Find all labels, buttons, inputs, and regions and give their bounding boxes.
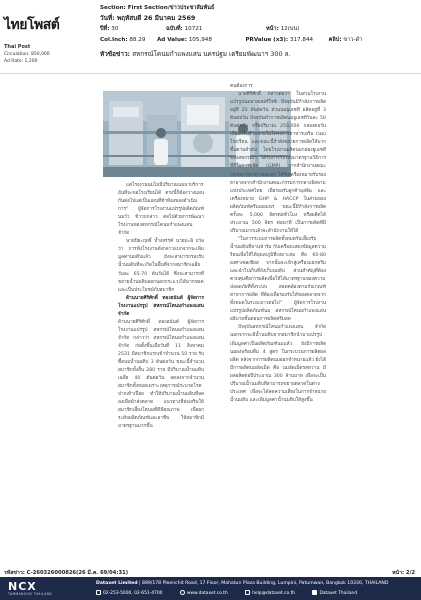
article-column-left [118, 182, 204, 431]
article-column-right [230, 83, 326, 405]
clipping-header [0, 0, 421, 74]
company-address [96, 581, 388, 586]
date-line [100, 13, 195, 23]
email-link[interactable]: help@dataxet.co.th [252, 591, 296, 596]
company-name: Dataxet Limited [96, 581, 138, 586]
section-text: Section: First Section/ข่าวประชาสัมพันธ์ [100, 5, 215, 11]
clip-label: คลิป: [328, 37, 342, 43]
article-paragraph: นายปิยะฤทธิ์ บ้ำงสรรค์ นายมะลิ ถวัล ว่า การฟังโรงงานดังกล่าวแบกจากจะเพิ่มมูลค่านมดิบแล้ว ยังจะสามารถรองรับน้ำนมดิบที่จะเกิดในพื้นที่จากสมาชิกเฉลี่ยวันละ 65-70 ตันวันได้ ซึ่งจะสามารถที่ขยายน้ำนมดิบออกนอกกระแวงได้มากขอดและเป็นประโยชน์กับสมาชิก [118, 239, 204, 293]
contact-row [96, 590, 373, 596]
adv-label: Ad Value: [156, 37, 187, 43]
issue-line [100, 25, 299, 33]
article-paragraph: ด้านนายศิริศักดิ์ ทองอนันต์ ผู้จัดการโรงงานแปรรูป สหกรณ์โคนมกำแพงแสน จำกัด กล่าวว่า สหกรณ์โคนมกำแพงแสน จำกัด ก่อตั้งขึ้นเมื่อวันที่ 11 สิงหาคม 2531 มีสมาชิกแรกเข้าจำนวน 50 ราย รับซื้อนมน้ำนมดิบ 3 ตันต่อวัน ขณะนี้จำนวนสมาชิกทั้งสิ้น 280 ราย มีปริมาณน้ำนมดิบเฉลี่ย 40 ตันต่อวัน ลดลงจากจำนวนสมาชิกทั้งหมดเพราะเหตุการณ์ระบาดโรคปากเท้าเปื่อย ทำให้ปริมาณน้ำนมดิบที่ลดลงเพื่อนำส่งตลาด แนวทางที่ส่งเสริมให้สมาชิกเลี้ยงโคนมที่ดีมีคุณภาพ เพื่อยกระดับผลิตภัณฑ์และอาชีพ ให้สมาชิกมีมาตรฐานมากขึ้น [118, 319, 204, 430]
ref-label: รหัสข่าว: [4, 570, 25, 576]
article-paragraph: ปัจจุบันสหกรณ์โคนมกำแพงแสน จำกัด นอกจากจะมีน้ำนมดิบจากสมาชิกนำมาแปรรูปเพิ่มมูลค่าเป็นผลิตภัณฑ์นมแล้ว ยังมีการผลิตนมผงพร้อมดื่ม 4 สูตร ในกระบวนการผลิตผลผลิต หลังจากการผลิตนมออกจำหน่ายแล้ว ยังได้มีการผลิตนมอัดเม็ด คือ นมอัดเม็ดรสหวาน มีผลผลิตต่อปีประมาณ 300 ล้านบาท เพื่อจะเป็นปริมาณน้ำนมดิบที่สามารถขยายตลาดในต่างประเทศ เพื่อจะได้ลดความเสี่ยงในการจำหน่ายน้ำนมดิบ และเพิ่มมูลค่าน้ำนมดิบให้สูงขึ้น [230, 325, 326, 403]
social-item[interactable] [312, 591, 365, 596]
clip-value: ขาว-ดำ [343, 37, 363, 43]
publication-logo: ไทยโพสต์ [4, 17, 60, 33]
issue-label: ฉบับที่: [165, 26, 183, 32]
page-number [392, 569, 415, 577]
publication-name: Thai Post [4, 44, 31, 50]
pagenum-label: หน้า: [392, 570, 405, 576]
headline-line [100, 49, 290, 59]
tel-text: 02-253-5000, 02-651-4700 [103, 591, 163, 596]
value-line [100, 36, 362, 44]
article-bold-lead: ด้านนายศิริศักดิ์ ทองอนันต์ ผู้จัดการโรงงานแปรรูป สหกรณ์โคนมกำแพงแสน จำกัด [118, 295, 204, 317]
headline-label: หัวข้อข่าว: [100, 50, 131, 58]
phone-icon [96, 590, 101, 595]
date-text: วันที่: พฤหัสบดี 26 มีนาคม 2569 [100, 14, 196, 22]
facebook-icon [312, 590, 317, 595]
article-paragraph: "ในการระบบการผลิตทั้งหมดรับเลี้ยงรับน้ำนมดิบที่ลานฟาร์ม กับเครื่องแสดงข้อมูลความร้อนเพื่อให้ได้อุณหภูมิที่เหมาะสม คือ 60-80 องศาเซลเซียส จากนั้นจะเข้าสู่เครื่องแยกครีมและนำไปเก็บที่ถังเก็บนมดิบ ส่วนสำคัญที่ต้องควบคุมคือการผลิตเพื่อให้ได้มาตรฐานของความปลอดภัยที่ทั้งระบบ สอดคล้องตามกับเกณฑ์ สาขาการผลิต ที่ต้องเพื่อรองรับได้ของตลาดจากทั้งหมดในระยะยาวต่อไป" ผู้จัดการโรงงานแปรรูปผลิตภัณฑ์นม สหกรณ์โคนมกำแพงแสน อธิบายขั้นตอนการผลิตครีมสด [230, 236, 326, 323]
email-item[interactable] [245, 591, 303, 596]
pagenum-value: 2/2 [405, 570, 415, 576]
web-link[interactable]: www.dataxet.co.th [186, 591, 228, 596]
news-reference [4, 569, 128, 577]
article-paragraph: คนต้องการ [230, 84, 253, 89]
adv-value: 105,948 [188, 37, 212, 43]
tel-item [96, 591, 170, 596]
headline-text: สหกรณ์โคนมกำแพงแสน นครปฐม เตรียมพัฒนาฯ 300 ล. [132, 50, 291, 58]
circulation: Circulation: 850,000 [4, 52, 50, 57]
section-line [100, 4, 214, 12]
volume-label: ปีที่: [100, 26, 110, 32]
globe-icon [180, 590, 185, 595]
issue-value: 10721 [184, 26, 203, 32]
volume-value: 30 [111, 26, 119, 32]
article-paragraph [118, 295, 204, 319]
social-link[interactable]: Dataxet Thailand [319, 591, 358, 596]
page-label: หน้า: [265, 26, 279, 32]
page-value: 12(บน) [280, 26, 300, 32]
colinch-label: Col.Inch: [100, 37, 128, 43]
ref-value: C-260326000826(26 มี.ค. 69/04:31) [26, 570, 129, 576]
ncx-logo-subtitle: TAMMANOON THAILAND [8, 592, 53, 596]
article-paragraph: แต่โรงงานนมไม่มีปริมาณนมมาบริการอันที่จะขอโรงเรียนได้ ตรงนี้ก็ต้องวางแผนกันต่อไปแต่เป็นแผนที่ท้าท้องของดำเนินการ" ผู้จัดการโรงงานแปรรูปผลิตภัณฑ์นมวัว ข้าวบกล่าว ต่อไปด้วยการพัฒนาโรงงานของสหกรณ์โคนมกำแพงแสน จำกัด [118, 183, 204, 237]
ncx-logo: NCX [8, 580, 37, 593]
footer-bar [0, 577, 421, 600]
colinch-value: 88.29 [129, 37, 146, 43]
article-paragraph: นายศิริศักดิ์ กล่าวต่อว่า ในส่วนโรงงานแปรรูปนมพาสเจอร์ไรซ์ ปัจจุบันมีกำลังการผลิตอยู่ที่ 25 ตันต่อวัน ส่วนนมยูเอชที ผลิตอยู่ที่ 3 ตันต่อวัน ปัจจุบันทำการผลิตนมยูเอชทีวันละ 50 ตันต่อวัน หรือปริมาณ 250,000 กล่องต่อวัน เพื่อนำไปจำหน่ายในโครงการอาหารเสริม (นม) โรงเรียน และขณะนี้กำลังขยายการผลิตให้มากขึ้นตามลำดับ โดยโรงงานผลิตนมกล่องยูเอชที ของสหกรณ์ฯ ได้รับการรับรองมาตรฐานวิธีการที่ดีในการผลิต (GMP) จากสำนักงานคณะกรรมการอาหารและยา ได้รับเครื่องหมายรับรองฮาลาลจากสำนักงานคณะกรรมการกลางอิสลามแห่งประเทศไทย เพื่อรองรับลูกค้ามุสลิม และเครื่องหมาย GHP & HACCP ในส่วนของผลิตภัณฑ์ครีมเผยแพร่ ขณะนี้มีกำลังการผลิตครั้งละ 5,000 ลิตรต่อชั่วโมง หรือผลิตได้ประมาณ 500 ลิตร ต่อนาที เป็นการผลิตที่มีปริมาณมากแล้วจะสำนักงานให้ได้ [230, 92, 326, 234]
mail-icon [245, 590, 250, 595]
web-item[interactable] [180, 591, 236, 596]
prv-label: PRValue (x3): [245, 37, 289, 43]
ad-rate: Ad Rate: 1,200 [4, 59, 38, 64]
address-text: | 889/178 Ploenchit Road, 17 Floor, Mahatun Plaza Building, Lumpini, Patumwan, Bangkok 10330, THAILAND [139, 581, 389, 586]
prv-value: 317,844 [289, 37, 314, 43]
